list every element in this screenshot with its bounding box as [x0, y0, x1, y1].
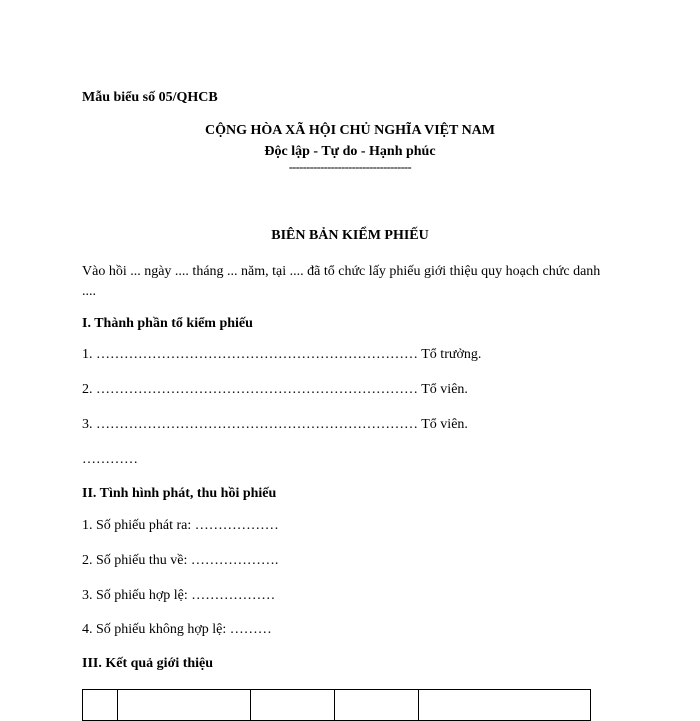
form-code: Mẫu biểu số 05/QHCB	[82, 90, 218, 105]
section1-heading: I. Thành phần tổ kiểm phiếu	[82, 316, 253, 331]
ballot-count-collected: 2. Số phiếu thu về: ……………….	[82, 553, 279, 568]
table-row	[83, 690, 591, 721]
motto-underline: -----------------------------------	[288, 160, 412, 174]
section3-heading: III. Kết quả giới thiệu	[82, 656, 214, 671]
table-cell	[118, 690, 251, 721]
result-table	[82, 689, 591, 721]
member-line-2: 2. …………………………………………………………… Tổ viên.	[82, 382, 468, 397]
member-line-3: 3. …………………………………………………………… Tổ viên.	[82, 417, 468, 432]
table-cell	[335, 690, 419, 721]
member-line-more: …………	[82, 452, 138, 467]
ballot-count-issued: 1. Số phiếu phát ra: ………………	[82, 518, 279, 533]
table-cell	[83, 690, 118, 721]
intro-paragraph: Vào hồi ... ngày .... tháng ... năm, tại .... đã tổ chức lấy phiếu giới thiệu quy hoạch chức danh ....	[82, 264, 601, 299]
ballot-count-invalid: 4. Số phiếu không hợp lệ: ………	[82, 622, 272, 637]
table-cell	[419, 690, 591, 721]
section2-heading: II. Tình hình phát, thu hồi phiếu	[82, 486, 277, 501]
table-cell	[251, 690, 335, 721]
national-motto: Độc lập - Tự do - Hạnh phúc	[264, 144, 436, 159]
ballot-count-valid: 3. Số phiếu hợp lệ: ………………	[82, 588, 276, 603]
member-line-1: 1. …………………………………………………………… Tổ trưởng.	[82, 347, 482, 362]
country-name: CỘNG HÒA XÃ HỘI CHỦ NGHĨA VIỆT NAM	[204, 123, 495, 138]
document-title: BIÊN BẢN KIỂM PHIẾU	[271, 228, 429, 243]
